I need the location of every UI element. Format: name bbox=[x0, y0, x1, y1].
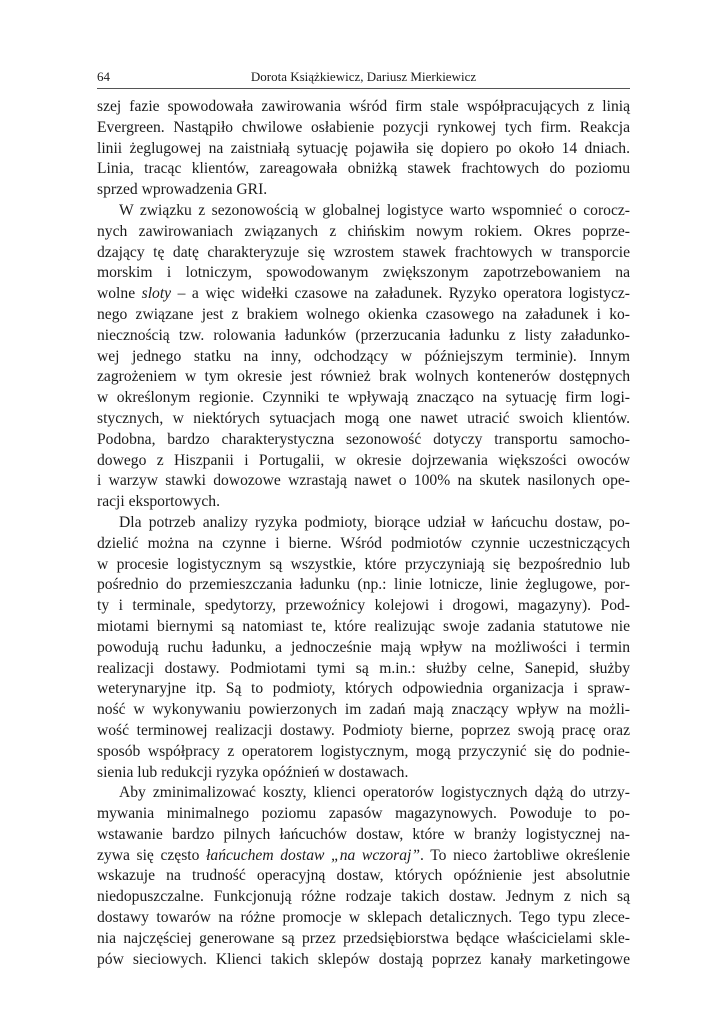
italic-term: łańcuchem dostaw „na wczoraj” bbox=[206, 846, 420, 864]
text-line: niecznością tzw. rolowania ładunków (przerzucania ładunku z listy załadunko- bbox=[97, 326, 630, 344]
paragraph bbox=[97, 783, 630, 970]
text-line: nego związane jest z brakiem wolnego okienka czasowego na załadunek i ko- bbox=[97, 305, 630, 323]
text-line: zywa się często łańcuchem dostaw „na wczoraj”. To nieco żartobliwe określenie bbox=[97, 846, 630, 864]
text-line: wstawanie bardzo pilnych łańcuchów dostaw, które w branży logistycznej na- bbox=[97, 825, 630, 843]
body-text bbox=[97, 97, 630, 970]
text-line: sposób współpracy z operatorem logistycznym, mogą przyczynić się do podnie- bbox=[97, 742, 630, 760]
text-line: Dla potrzeb analizy ryzyka podmioty, biorące udział w łańcuchu dostaw, po- bbox=[119, 513, 630, 531]
text-line: miotami biernymi są natomiast te, które realizując swoje zadania statutowe nie bbox=[97, 617, 630, 635]
text-line: ność w wykonywaniu powierzonych im zadań mają znaczący wpływ na możli- bbox=[97, 701, 630, 719]
text-line: racji eksportowych. bbox=[97, 493, 220, 511]
text-line: dostawy towarów na różne promocje w sklepach detalicznych. Tego typu zlece- bbox=[97, 909, 630, 927]
text-line: mywania minimalnego poziomu zapasów magazynowych. Powoduje to po- bbox=[97, 805, 630, 823]
text-line: Linia, tracąc klientów, zareagowała obniżką stawek frachtowych do poziomu bbox=[97, 160, 630, 178]
text-line: nych zawirowaniach związanych z chińskim nowym rokiem. Okres poprze- bbox=[97, 222, 630, 240]
text-line: weterynaryjne itp. Są to podmioty, których odpowiednia organizacja i spraw- bbox=[97, 680, 630, 698]
text-line: dowego z Hiszpanii i Portugalii, w okresie dojrzewania większości owoców bbox=[97, 451, 630, 469]
document-page bbox=[97, 66, 630, 970]
text-line: dzielić można na czynne i bierne. Wśród podmiotów czynnie uczestniczących bbox=[97, 534, 630, 552]
text-line: sienia lub redukcji ryzyka opóźnień w dostawach. bbox=[97, 763, 409, 781]
text-line: wolne sloty – a więc widełki czasowe na załadunek. Ryzyko operatora logistycz- bbox=[97, 285, 630, 303]
text-line: powodują ruchu ładunku, a jednocześnie mają wpływ na możliwości i termin bbox=[97, 638, 630, 656]
text-line: wość terminowej realizacji dostawy. Podmioty bierne, poprzez swoją pracę oraz bbox=[97, 721, 630, 739]
text-line: Podobna, bardzo charakterystyczna sezonowość dotyczy transportu samocho- bbox=[97, 430, 630, 448]
paragraph bbox=[97, 513, 630, 783]
running-header bbox=[97, 66, 630, 89]
text-line: zagrożeniem w tym okresie jest również brak wolnych kontenerów dostępnych bbox=[97, 368, 630, 386]
italic-term: sloty bbox=[141, 285, 172, 303]
text-line: Evergreen. Nastąpiło chwilowe osłabienie pozycji rynkowej tych firm. Reakcja bbox=[97, 118, 630, 136]
text-line: morskim i lotniczym, spowodowanym zwiększonym zapotrzebowaniem na bbox=[97, 264, 630, 282]
text-line: Aby zminimalizować koszty, klienci operatorów logistycznych dążą do utrzy- bbox=[119, 784, 630, 802]
text-line: pośrednio do przemieszczania ładunku (np.: linie lotnicze, linie żeglugowe, por- bbox=[97, 576, 630, 594]
paragraph bbox=[97, 97, 630, 201]
text-line: i warzyw stawki dowozowe wzrastają nawet o 100% na skutek nasilonych ope- bbox=[97, 472, 630, 490]
paragraph bbox=[97, 201, 630, 513]
text-line: pów sieciowych. Klienci takich sklepów dostają poprzez kanały marketingowe bbox=[97, 950, 630, 968]
text-line: stycznych, w niektórych sytuacjach mogą one nawet utracić swoich klientów. bbox=[97, 409, 630, 427]
text-line: W związku z sezonowością w globalnej logistyce warto wspomnieć o corocz- bbox=[119, 201, 630, 219]
text-line: nia najczęściej generowane są przez przedsiębiorstwa będące właścicielami skle- bbox=[97, 929, 630, 947]
text-line: realizacji dostawy. Podmiotami tymi są m.in.: służby celne, Sanepid, służby bbox=[97, 659, 630, 677]
text-line: w procesie logistycznym są wszystkie, które przyczyniają się bezpośrednio lub bbox=[97, 555, 630, 573]
text-line: dzający tę datę charakteryzuje się wzrostem stawek frachtowych w transporcie bbox=[97, 243, 630, 261]
text-line: w określonym regionie. Czynniki te wpływają znacząco na sytuację firm logi- bbox=[97, 389, 630, 407]
page-number: 64 bbox=[97, 69, 110, 84]
text-line: wej jednego statku na inny, odchodzący w późniejszym terminie). Innym bbox=[97, 347, 630, 365]
text-line: wskazuje na trudność operacyjną dostaw, których opóźnienie jest absolutnie bbox=[97, 867, 630, 885]
text-line: linii żeglugowej na zaistniałą sytuację pojawiła się dopiero po około 14 dniach. bbox=[97, 139, 630, 157]
text-line: sprzed wprowadzenia GRI. bbox=[97, 181, 268, 199]
text-line: ty i terminale, spedytorzy, przewoźnicy kolejowi i drogowi, magazyny). Pod- bbox=[97, 597, 630, 615]
text-line: szej fazie spowodowała zawirowania wśród firm stale współpracujących z linią bbox=[97, 98, 630, 115]
text-line: niedopuszczalne. Funkcjonują różne rodzaje takich dostaw. Jednym z nich są bbox=[97, 888, 630, 906]
running-header-authors: Dorota Książkiewicz, Dariusz Mierkiewicz bbox=[250, 69, 477, 84]
